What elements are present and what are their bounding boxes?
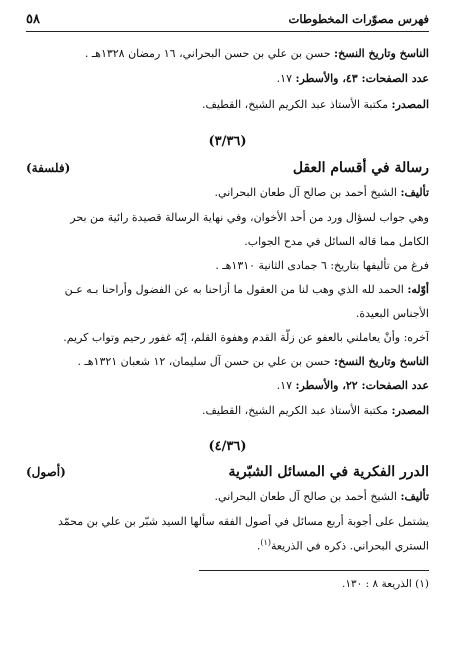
pages-value: ١٧. xyxy=(276,72,292,85)
running-title: فهرس مصوّرات المخطوطات xyxy=(288,12,429,26)
copyist-value: حسن بن علي بن حسن البحراني، ١٦ رمضان ١٣٢٨هـ . xyxy=(84,47,331,60)
source-label: المصدر: xyxy=(391,404,429,417)
author-label: تأليف: xyxy=(400,186,429,199)
author-line xyxy=(26,490,429,503)
incipit-text: الحمد لله الذي وهب لنا من العقول ما أزاحنا به عن الفضول وأراحنا بـه عـن xyxy=(64,283,404,296)
pages-label: عدد الصفحات: ٢٢، والأسطر: xyxy=(295,379,429,392)
explicit-text: وأنْ يعاملني بالعفو عن زلّة القدم وهفوة القلم، إنّه غفور رحيم وتواب كريم. xyxy=(63,331,401,344)
entry-number: (٤/٣٦) xyxy=(208,439,247,454)
footnote-ref[interactable]: (١) xyxy=(260,538,271,547)
explicit-line xyxy=(26,331,429,344)
entry-title: رسالة في أقسام العقل xyxy=(292,160,429,176)
author-label: تأليف: xyxy=(400,490,429,503)
copyist-line xyxy=(26,355,429,368)
source-line xyxy=(26,404,429,417)
footnote: (١) الذريعة ٨ : ١٣٠. xyxy=(342,578,429,590)
entry-number: (٣/٣٦) xyxy=(208,134,247,149)
source-value: مكتبة الأستاذ عبد الكريم الشيخ، القطيف. xyxy=(201,404,389,417)
pages-line xyxy=(26,379,429,392)
prev-copyist-line xyxy=(26,47,429,60)
entry-category: (فلسفة) xyxy=(26,161,71,175)
author-value: الشيخ أحمد بن صالح آل طعان البحراني. xyxy=(214,186,397,199)
description-line-2: الكامل مما قاله السائل في مدح الجواب. xyxy=(244,235,429,248)
source-label: المصدر: xyxy=(391,98,429,111)
description-text: الستري البحراني. ذكره في الذريعة xyxy=(270,539,429,553)
author-value: الشيخ أحمد بن صالح آل طعان البحراني. xyxy=(214,490,397,503)
incipit-line-1 xyxy=(26,283,429,296)
entry-title: الدرر الفكرية في المسائل الشبّرية xyxy=(228,464,429,480)
page-header xyxy=(26,7,429,32)
entry-title-row xyxy=(26,160,429,176)
author-line xyxy=(26,186,429,199)
pages-label: عدد الصفحات: ٤٣، والأسطر: xyxy=(295,72,429,85)
incipit-label: أوّله: xyxy=(407,283,429,296)
description-end: . xyxy=(256,539,261,553)
incipit-line-2: الأجناس البعيدة. xyxy=(355,307,429,320)
copyist-label: الناسخ وتاريخ النسخ: xyxy=(334,355,429,368)
description-line-1: يشتمل على أجوبة أربع مسائل في أصول الفقه سألها السيد شبّر بن علي بن محمّد xyxy=(57,515,429,528)
source-value: مكتبة الأستاذ عبد الكريم الشيخ، القطيف. xyxy=(201,98,389,111)
copyist-value: حسن بن علي بن حسن آل سليمان، ١٢ شعبان ١٣٢١هـ . xyxy=(77,355,331,368)
prev-source-line xyxy=(26,98,429,111)
entry-title-row xyxy=(26,464,429,480)
finished-date-line: فرغ من تأليفها بتاريخ: ٦ جمادى الثانية ١٣١٠هـ . xyxy=(215,259,429,272)
description-line-2 xyxy=(26,538,429,553)
description-line-1: وهي جواب لسؤال ورد من أحد الأخوان، وفي نهاية الرسالة قصيدة رائية من بحر xyxy=(70,211,429,224)
entry-category: (أصول) xyxy=(26,465,66,479)
pages-value: ١٧. xyxy=(276,379,292,392)
page-number: ٥٨ xyxy=(26,11,40,27)
footnote-divider xyxy=(199,570,429,571)
copyist-label: الناسخ وتاريخ النسخ: xyxy=(334,47,429,60)
explicit-label: آخره: xyxy=(403,331,429,344)
prev-pages-line xyxy=(26,72,429,85)
